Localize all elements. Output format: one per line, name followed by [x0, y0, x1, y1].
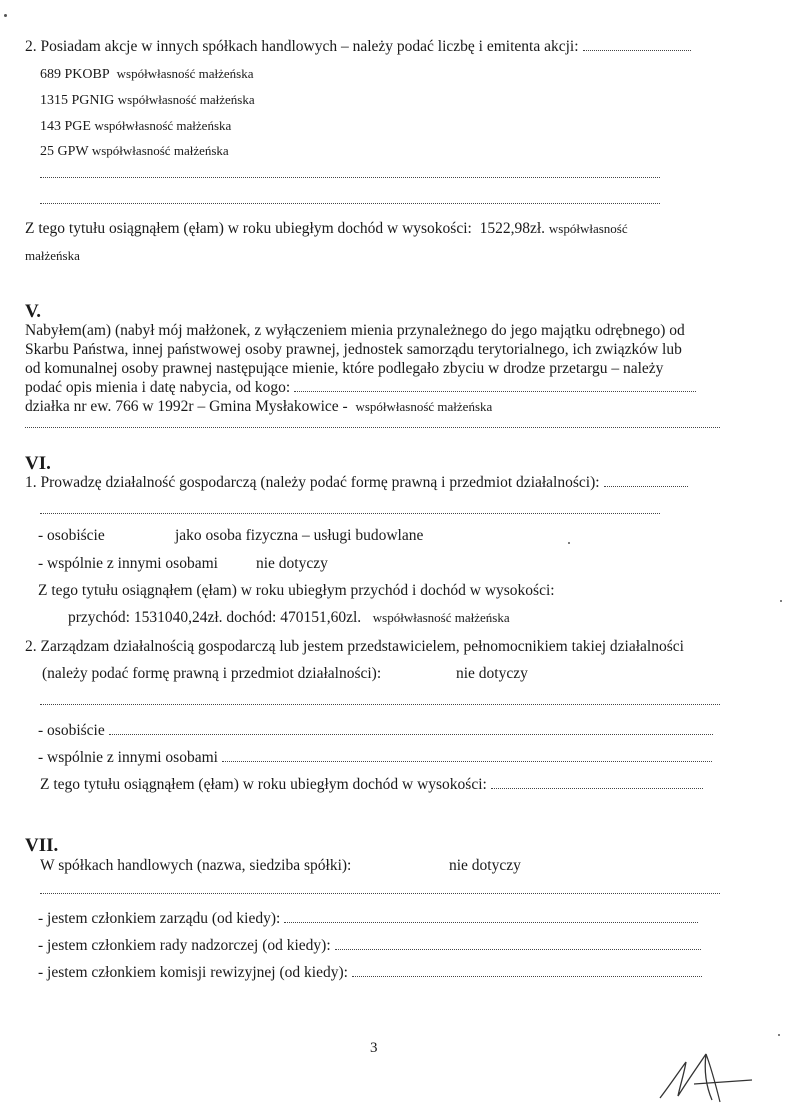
- section-v-text-2: Skarbu Państwa, innej państwowej osoby prawnej, jednostek samorządu terytorialnego, ich związków lub: [25, 341, 682, 358]
- shares-income-note: małżeńska: [25, 248, 80, 263]
- business-jointly-value: nie dotyczy: [256, 555, 328, 572]
- blank-line: [40, 893, 720, 894]
- section-v-text-4: podać opis mienia i datę nabycia, od kogo:: [25, 379, 696, 397]
- management-personally: - osobiście: [38, 722, 713, 740]
- section-v-heading: V.: [25, 301, 42, 322]
- blank-line: [40, 177, 660, 178]
- blank-line: [40, 203, 660, 204]
- management-jointly: - wspólnie z innymi osobami: [38, 749, 712, 767]
- section-vii-heading: VII.: [25, 835, 59, 856]
- supervisory-member: - jestem członkiem rady nadzorczej (od kiedy):: [38, 937, 701, 955]
- holding-line-4: 25 GPW współwłasność małżeńska: [40, 143, 229, 159]
- scan-speck: [568, 542, 570, 544]
- holding-line-1: 689 PKOBP współwłasność małżeńska: [40, 66, 254, 82]
- section-vi-heading: VI.: [25, 453, 51, 474]
- page-number: 3: [370, 1040, 378, 1056]
- holding-line-3: 143 PGE współwłasność małżeńska: [40, 118, 232, 134]
- shares-question: 2. Posiadam akcje w innych spółkach handlowych – należy podać liczbę i emitenta akcji:: [25, 38, 691, 56]
- business-question: 1. Prowadzę działalność gospodarczą (należy podać formę prawną i przedmiot działalności):: [25, 474, 688, 492]
- business-jointly-label: - wspólnie z innymi osobami: [38, 555, 218, 572]
- scan-speck: [4, 14, 7, 17]
- business-personally-value: jako osoba fizyczna – usługi budowlane: [175, 527, 424, 544]
- audit-member: - jestem członkiem komisji rewizyjnej (od kiedy):: [38, 964, 702, 982]
- business-income-value: przychód: 1531040,24zł. dochód: 470151,60zl. współwłasność małżeńska: [68, 609, 510, 626]
- management-value: nie dotyczy: [456, 665, 528, 682]
- business-personally-label: - osobiście: [38, 527, 105, 544]
- blank-line: [40, 704, 720, 705]
- scan-speck: [778, 1034, 780, 1036]
- board-member: - jestem członkiem zarządu (od kiedy):: [38, 910, 698, 928]
- management-question-2: (należy podać formę prawną i przedmiot działalności):: [42, 665, 382, 682]
- section-v-text-3: od komunalnej osoby prawnej następujące mienie, które podlegało zbyciu w drodze przetargu – należy: [25, 360, 664, 377]
- signature-initials: [650, 1040, 760, 1106]
- management-question-1: 2. Zarządzam działalnością gospodarczą lub jestem przedstawicielem, pełnomocnikiem takiej działalności: [25, 638, 684, 655]
- section-v-answer: działka nr ew. 766 w 1992r – Gmina Mysłakowice - współwłasność małżeńska: [25, 398, 493, 415]
- business-income-label: Z tego tytułu osiągnąłem (ęłam) w roku ubiegłym przychód i dochód w wysokości:: [38, 582, 555, 599]
- management-income: Z tego tytułu osiągnąłem (ęłam) w roku ubiegłym dochód w wysokości:: [40, 776, 703, 794]
- blank-line: [40, 513, 660, 514]
- companies-value: nie dotyczy: [449, 857, 521, 874]
- blank-line: [25, 427, 720, 428]
- companies-text: W spółkach handlowych (nazwa, siedziba spółki):: [40, 857, 352, 874]
- scan-speck: [780, 600, 782, 602]
- holding-line-2: 1315 PGNIG współwłasność małżeńska: [40, 92, 255, 108]
- shares-income: Z tego tytułu osiągnąłem (ęłam) w roku ubiegłym dochód w wysokości: 1522,98zł. współwłasność: [25, 220, 628, 237]
- section-v-text-1: Nabyłem(am) (nabył mój małżonek, z wyłączeniem mienia przynależnego do jego majątku odrębnego) od: [25, 322, 685, 339]
